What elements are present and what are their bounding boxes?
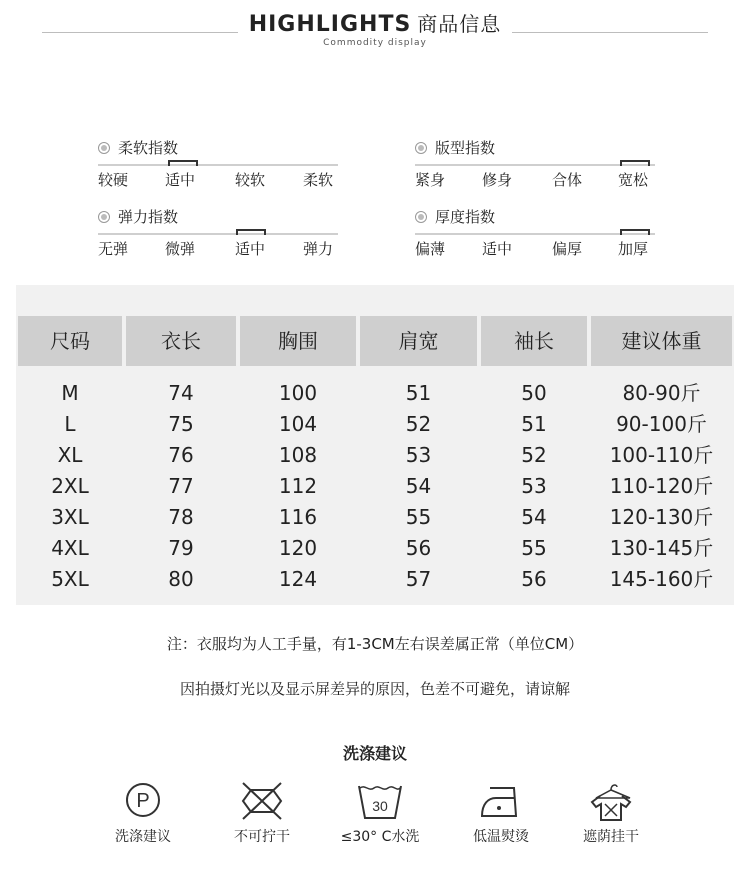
wash-label: 低温熨烫 — [473, 829, 529, 845]
index-option: 偏厚 — [552, 240, 583, 258]
table-cell: 80 — [168, 567, 194, 591]
wash-label: ≤30° C水洗 — [340, 829, 420, 845]
table-cell: 78 — [168, 505, 194, 529]
index-scale-bar — [98, 233, 338, 235]
index-title: 柔软指数 — [98, 137, 178, 158]
table-cell: 116 — [278, 505, 318, 529]
index-option: 偏薄 — [415, 240, 446, 258]
table-cell: 3XL — [51, 505, 89, 529]
table-cell: 124 — [278, 567, 318, 591]
table-cell: 100-110斤 — [609, 443, 714, 467]
low-iron-icon — [446, 780, 556, 822]
table-cell: 51 — [405, 381, 432, 405]
table-header-length: 衣长 — [126, 316, 236, 366]
dry-clean-p-icon — [88, 780, 198, 820]
table-cell: 54 — [405, 474, 432, 498]
measurement-note: 注：衣服均为人工手量，有1-3CM左右误差属正常（单位CM） — [166, 635, 584, 653]
table-cell: 4XL — [51, 536, 89, 560]
table-cell: 56 — [405, 536, 432, 560]
hang-dry-shade-icon — [556, 780, 666, 824]
table-header-chest: 胸围 — [240, 316, 356, 366]
color-note: 因拍摄灯光以及显示屏差异的原因，色差不可避免，请谅解 — [179, 680, 570, 698]
svg-text:30: 30 — [372, 798, 388, 814]
table-cell: 120 — [278, 536, 318, 560]
wash-30-icon — [325, 780, 435, 822]
wash-label: 遮荫挂干 — [583, 829, 639, 845]
bullet-icon — [98, 211, 110, 223]
table-cell: M — [61, 381, 79, 405]
table-cell: 50 — [521, 381, 547, 405]
title-cn: 商品信息 — [417, 12, 502, 36]
table-header-size: 尺码 — [18, 316, 122, 366]
table-cell: 55 — [521, 536, 547, 560]
index-option: 紧身 — [415, 171, 446, 189]
index-option-selected: 加厚 — [618, 240, 649, 258]
table-cell: 2XL — [51, 474, 89, 498]
index-selected-marker — [620, 160, 650, 166]
bullet-icon — [415, 211, 427, 223]
index-scale-bar — [98, 164, 338, 166]
svg-text:P: P — [136, 790, 150, 812]
table-cell: 80-90斤 — [622, 381, 701, 405]
table-cell: 77 — [168, 474, 194, 498]
table-header-shoulder: 肩宽 — [360, 316, 477, 366]
index-option: 修身 — [482, 171, 513, 189]
no-wring-icon — [207, 780, 317, 822]
index-option: 无弹 — [98, 240, 129, 258]
table-cell: XL — [57, 443, 83, 467]
table-cell: 75 — [168, 412, 194, 436]
index-title: 厚度指数 — [415, 206, 495, 227]
table-cell: 56 — [521, 567, 547, 591]
table-cell: 74 — [168, 381, 194, 405]
index-scale-bar — [415, 164, 655, 166]
table-cell: 53 — [405, 443, 432, 467]
index-title: 弹力指数 — [98, 206, 178, 227]
title-en: HIGHLIGHTS — [248, 12, 412, 37]
table-cell: 90-100斤 — [616, 412, 707, 436]
index-option: 较软 — [235, 171, 266, 189]
table-cell: 100 — [278, 381, 318, 405]
table-header-weight: 建议体重 — [591, 316, 732, 366]
page-subtitle: Commodity display — [323, 38, 427, 48]
bullet-icon — [98, 142, 110, 154]
index-option-selected: 适中 — [235, 240, 266, 258]
table-cell: 104 — [278, 412, 318, 436]
table-cell: 120-130斤 — [609, 505, 714, 529]
table-cell: 79 — [168, 536, 194, 560]
page-title — [0, 8, 750, 37]
index-option: 适中 — [482, 240, 513, 258]
table-header-sleeve: 袖长 — [481, 316, 587, 366]
index-option: 合体 — [552, 171, 583, 189]
index-option: 较硬 — [98, 171, 129, 189]
table-cell: 57 — [405, 567, 432, 591]
index-option: 柔软 — [303, 171, 334, 189]
table-cell: 110-120斤 — [609, 474, 714, 498]
table-cell: 51 — [521, 412, 547, 436]
table-cell: 52 — [521, 443, 547, 467]
wash-label: 不可拧干 — [234, 829, 290, 845]
index-option: 弹力 — [303, 240, 334, 258]
table-cell: 145-160斤 — [609, 567, 714, 591]
table-cell: 108 — [278, 443, 318, 467]
index-scale-bar — [415, 233, 655, 235]
wash-label: 洗涤建议 — [115, 829, 171, 845]
table-cell: 55 — [405, 505, 432, 529]
table-cell: 130-145斤 — [609, 536, 714, 560]
table-cell: 5XL — [51, 567, 89, 591]
bullet-icon — [415, 142, 427, 154]
index-selected-marker — [168, 160, 198, 166]
index-title: 版型指数 — [415, 137, 495, 158]
table-cell: 52 — [405, 412, 432, 436]
table-cell: L — [64, 412, 76, 436]
index-option-selected: 宽松 — [618, 171, 649, 189]
table-cell: 54 — [521, 505, 547, 529]
table-cell: 76 — [168, 443, 194, 467]
index-selected-marker — [620, 229, 650, 235]
index-selected-marker — [236, 229, 266, 235]
wash-title: 洗涤建议 — [342, 744, 407, 763]
index-option: 微弹 — [165, 240, 196, 258]
table-cell: 112 — [278, 474, 318, 498]
index-option-selected: 适中 — [165, 171, 196, 189]
table-cell: 53 — [521, 474, 547, 498]
